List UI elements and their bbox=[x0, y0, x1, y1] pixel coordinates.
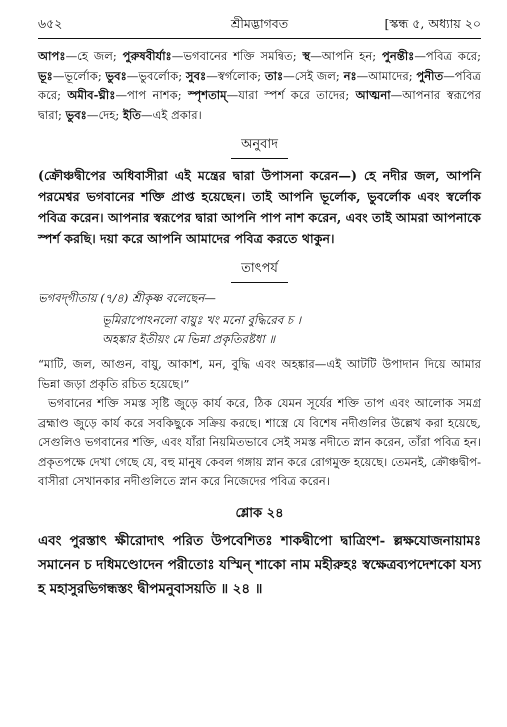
purport-body: ভগবানের শক্তি সমস্ত সৃষ্টি জুড়ে কার্য করে, ঠিক যেমন সূর্যের শক্তি তাপ এবং আলোক সমগ্র ব্রহ্মাণ্ড জুড়ে কার্য করে সবকিছুকে সক্রিয় করছে। শাস্ত্রে যে বিশেষ নদীগুলির উল্লেখ করা হয়েছে, সেগুলিও ভগবানের শক্তি, এবং যাঁরা নিয়মিতভাবে সেই সমস্ত নদীতে স্নান করেন, তাঁরা পবিত্র হন। প্রকৃতপক্ষে দেখা গেছে যে, বহু মানুষ কেবল গঙ্গায় স্নান করে রোগমুক্ত হয়েছে। তেমনই, ক্রৌঞ্চদ্বীপ-বাসীরা সেখানকার নদীগুলিতে স্নান করে নিজেদের পবিত্র করেন। bbox=[38, 396, 481, 488]
gita-verse bbox=[102, 311, 481, 349]
gloss-term: পুনন্তীঃ bbox=[382, 49, 415, 63]
gloss-meaning: —ভগবানের শক্তি সমন্বিত; bbox=[171, 49, 303, 63]
book-title: শ্রীমদ্ভাগবত bbox=[230, 16, 289, 31]
gloss-term: ভুবঃ bbox=[105, 68, 127, 83]
gloss-meaning: —আপনি হন; bbox=[310, 49, 383, 63]
sloka-line: দ্বীপমনুবাসয়তি ॥ ২৪ ॥ bbox=[137, 580, 263, 597]
sloka-text bbox=[38, 529, 481, 601]
section-reference: [স্কন্ধ ৫, অধ্যায় ২০ bbox=[384, 16, 481, 31]
gloss-term: অমীব-ঘ্নীঃ bbox=[67, 88, 116, 102]
gloss-meaning: —স্বর্গলোক; bbox=[206, 68, 265, 83]
gloss-meaning: —ভুবর্লোক; bbox=[126, 68, 186, 83]
sloka-line: এবং পুরস্তাৎ ক্ষীরোদাৎ পরিত উপবেশিতঃ শাকদ্বীপো দ্বাত্রিংশ- bbox=[38, 532, 386, 549]
gloss-meaning: —দেহ; bbox=[86, 107, 123, 122]
gloss-term: সুবঃ bbox=[185, 68, 207, 83]
page-number: ৬৫২ bbox=[38, 16, 63, 31]
gloss-meaning: —পবিত্র করে; bbox=[414, 49, 481, 63]
gita-verse-line: ভূমিরাপোঽনলো বায়ুঃ খং মনো বুদ্ধিরেব চ । bbox=[102, 313, 301, 327]
word-gloss bbox=[38, 47, 481, 125]
purport-intro: ভগবদ্‌গীতায় (৭/৪) শ্রীকৃষ্ণ বলেছেন— bbox=[38, 291, 216, 305]
gloss-term: তাঃ bbox=[264, 68, 284, 83]
gloss-term: ইতি bbox=[122, 107, 141, 122]
gloss-term: ভূঃ bbox=[38, 68, 53, 83]
gloss-meaning: —পাপ নাশক; bbox=[115, 88, 188, 102]
sloka-line: ল্লক্ষযোজনায়ামঃ সমানেন চ দধিমণ্ডোদেন পরীতোঃ যস্মিন্‌ শাকো bbox=[38, 532, 481, 573]
sloka-line: নাম মহীরুহঃ স্বক্ষেত্রব্যপদেশকো যস্য হ মহাসুরভিগন্ধস্তং bbox=[38, 556, 481, 597]
gloss-meaning: —পবিত্র করে; bbox=[38, 68, 481, 102]
gita-verse-line: অহঙ্কার ইতীয়ং মে ভিন্না প্রকৃতিরষ্টধা ॥ bbox=[102, 332, 276, 346]
gloss-term: আপঃ bbox=[38, 49, 66, 63]
gloss-term: ভুবঃ bbox=[65, 107, 87, 122]
verse-quote-translation: “মাটি, জল, আগুন, বায়ু, আকাশ, মন, বুদ্ধি এবং অহঙ্কার—এই আটটি উপাদান দিয়ে আমার ভিন্না জড়া প্রকৃতি রচিত হয়েছে।” bbox=[38, 357, 481, 391]
gloss-meaning: —আমাদের; bbox=[356, 68, 417, 83]
gloss-meaning: —আপনার স্বরূপের দ্বারা; bbox=[38, 88, 481, 122]
gloss-meaning: —হে জল; bbox=[65, 49, 123, 63]
gloss-term: পুরুষবীর্যাঃ bbox=[122, 49, 172, 63]
gloss-term: স্থ bbox=[302, 49, 311, 63]
running-header bbox=[38, 14, 481, 36]
header-rule bbox=[38, 38, 481, 39]
gloss-meaning: —সেই জল; bbox=[283, 68, 344, 83]
gloss-term: আত্মনা bbox=[355, 88, 391, 102]
gloss-term: পুনীত bbox=[416, 68, 444, 83]
gloss-meaning: —যারা স্পর্শ করে তাদের; bbox=[226, 88, 356, 102]
translation-text: (ক্রৌঞ্চদ্বীপের অধিবাসীরা এই মন্ত্রের দ্বারা উপাসনা করেন—) হে নদীর জল, আপনি পরমেশ্বর ভগবানের শক্তি প্রাপ্ত হয়েছেন। তাই আপনি ভূর্লোক, ভুবর্লোক এবং স্বর্লোক পবিত্র করেন। আপনার স্বরূপের দ্বারা আপনি পাপ নাশ করেন, এবং তাই আমরা আপনাকে স্পর্শ করছি। দয়া করে আপনি আমাদের পবিত্র করতে থাকুন। bbox=[38, 168, 481, 246]
sloka-heading: শ্লোক ২৪ bbox=[235, 505, 284, 521]
purport-heading: তাৎপর্য bbox=[38, 259, 481, 283]
gloss-term: স্পৃশতাম্ bbox=[187, 88, 227, 102]
gloss-meaning: —ভূর্লোক; bbox=[52, 68, 106, 83]
gloss-term: নঃ bbox=[343, 68, 357, 83]
translation-heading: অনুবাদ bbox=[38, 135, 481, 159]
gloss-meaning: —এই প্রকার। bbox=[141, 107, 202, 122]
